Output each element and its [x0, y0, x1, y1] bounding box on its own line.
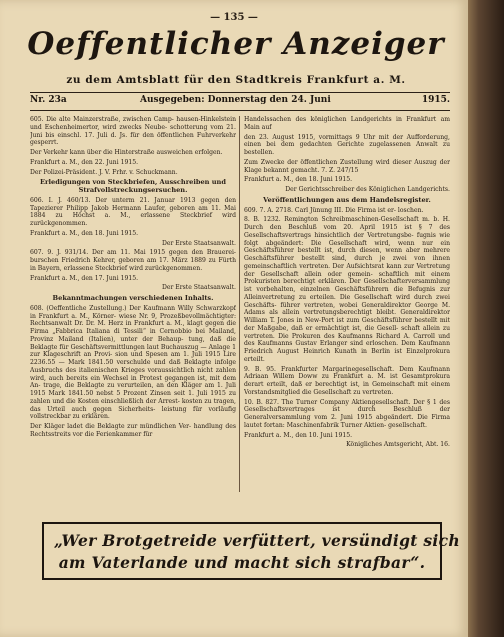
book-edge — [468, 0, 504, 637]
notice-paragraph: Der Kläger ladet die Beklagte zur mündlichen Ver- handlung des Rechtsstreits vor die Ferienkammer für — [30, 423, 236, 438]
slogan-line-1: „Wer Brotgetreide verfüttert, versündigt sich — [54, 531, 460, 550]
notice-paragraph: Frankfurt a. M., den 22. Juni 1915. — [30, 158, 139, 166]
notice-paragraph: Frankfurt a. M., den 18. Juni 1915. — [30, 229, 139, 237]
notice-paragraph: Der Polizei-Präsident. J. V. Frhr. v. Schuckmann. — [30, 168, 178, 176]
notice-paragraph: Der Erste Staatsanwalt. — [161, 239, 236, 247]
issue-line — [30, 95, 450, 109]
section-heading: Erledigungen von Steckbriefen, Ausschreiben und Strafvollstreckungsersuchen. — [40, 178, 226, 194]
notice-paragraph: 8. B. 1232. Remington Schreibmaschinen-Gesellschaft m. b. H. Durch den Beschluß vom 20. April 1915 ist § 7 des Gesellschaftsvertrags hinsichtlich der Vertretungsbe- fugnis wie folgt abgeändert: Die Gesellschaft wird, wenn nur ein Geschäftsführer bestellt ist, durch diesen, wenn aber mehrere Geschäftsführer bestellt sind, durch je zwei von ihnen gemeinschaftlich vertreten. Der Aufsichtsrat kann zur Vertretung der Gesellschaft allein oder gemein- schaftlich mit einem Prokuristen berechtigt erklären. Der Gesellschafterversammlung ist vorbehalten, einzelnen Geschäftsführern die Befugnis zur Alleinvertretung zu erteilen. Die Gesellschaft wird durch zwei Geschäfts- führer vertreten, wobei Generaldirektor George M. Adams als allein vertretungsberechtigt bleibt. Generaldirektor William T. Jones in New-Port ist zum Geschäftsführer bestellt mit der Maßgabe, daß er ermächtigt ist, die Gesell- schaft allein zu vertreten. Die Prokuren des Kaufmanns Richard A. Carroll und des Kaufmanns Gustav Erlanger sind erloschen. Dem Kaufmann Friedrich August Heinrich Kunath in Berlin ist Einzelprokura erteilt. — [244, 216, 450, 363]
notice-paragraph: 607. 9. J. 931/14. Der am 11. Mai 1915 gegen den Brauerei- burschen Friedrich Kehrer, geboren am 17. März 1889 zu Fürth in Bayern, erlassene Steckbrief wird zurückgenommen. — [30, 249, 236, 272]
notice-paragraph: Der Erste Staatsanwalt. — [161, 284, 236, 292]
notice-paragraph: Frankfurt a. M., den 17. Juni 1915. — [30, 274, 139, 282]
notice-paragraph: 605. Die alte Mainzerstraße, zwischen Camp- hausen-Hinkelstein und Eschenheimertor, wird zwecks Neube- schotterung vom 21. Juni bis einschl. 17. Juli d. Js. für den öffentlichen Fuhrverkehr gesperrt. — [30, 116, 236, 147]
slogan-box — [42, 522, 460, 580]
notice-paragraph: Handelssachen des königlichen Landgerichts in Frankfurt am Main auf — [244, 116, 450, 131]
section-heading: Bekanntmachungen verschiedenen Inhalts. — [52, 294, 214, 302]
page-number: — 135 — — [210, 12, 258, 23]
issue-year: 1915. — [421, 95, 450, 105]
notice-paragraph: 608. (Oeffentliche Zustellung.) Der Kaufmann Willy Schwarzkopf in Frankfurt a. M., Körner- wiese Nr. 9, Prozeßbevollmächtigter: Rechtsanwalt Dr. Dr. M. Herz in Frankfurt a. M., klagt gegen die Firma „Fabbrica Italiana di Tessili“ in Cernobbio bei Mailand, Provinz Mailand (Italien), unter der Behaup- tung, daß die Beklagte für Geschäftsvermittlungen laut Buchauszug — Anlage 1 zur Klageschrift an Provi- sion und Spesen am 1. Juli 1915 Lire 2236.55 — Mark 1841.50 verschulde und daß Beklagte infolge Ausbruchs des italienischen Krieges voraussichtlich nicht zahlen wird, auch bereits ein Wechsel in Protest gegangen ist, mit dem An- trage, die Beklagte zu verurteilen, an den Kläger am 1. Juli 1915 Mark 1841.50 nebst 5 Prozent Zinsen seit 1. Juli 1915 zu zahlen und die Kosten einschließlich der Arrest- kosten zu tragen, das Urteil auch gegen Sicherheits- leistung für vorläufig vollstreckbar zu erklären. — [30, 304, 236, 421]
notice-paragraph: Frankfurt a. M., den 10. Juni 1915. — [244, 431, 353, 439]
notice-paragraph: 609. 7. A. 2718. Carl Jünung III. Die Firma ist er- loschen. — [244, 206, 424, 214]
slogan-line-2: am Vaterlande und macht sich strafbar“. — [58, 553, 426, 572]
notice-paragraph: 10. B. 827. The Turner Company Aktiengesellschaft. Der § 1 des Gesellschaftsvertrages ist durch Beschluß der Generalversammlung vom 2. Juni 1915 abgeändert. Die Firma lautet fortan: Maschinenfabrik Turner Aktien- gesellschaft. — [244, 398, 450, 429]
section-heading: Veröffentlichungen aus dem Handelsregister. — [263, 195, 431, 204]
notice-paragraph: Frankfurt a. M., den 18. Juni 1915. — [244, 176, 353, 184]
notice-paragraph: Zum Zwecke der öffentlichen Zustellung wird dieser Auszug der Klage bekannt gemacht. 7. Z. 247/15 — [244, 158, 450, 174]
left-column — [30, 116, 236, 496]
header-rule-top — [30, 92, 450, 93]
header-rule-bottom — [30, 110, 450, 111]
right-column — [244, 116, 450, 496]
masthead-subtitle: zu dem Amtsblatt für den Stadtkreis Frankfurt a. M. — [66, 74, 406, 86]
notice-paragraph: Der Gerichtsschreiber des Königlichen Landgerichts. — [285, 186, 450, 193]
notice-paragraph: Der Verkehr kann über die Hinterstraße ausweichen erfolgen. — [30, 149, 223, 156]
issue-date: Ausgegeben: Donnerstag den 24. Juni — [140, 95, 331, 105]
column-divider — [239, 116, 240, 492]
issue-number: Nr. 23a — [30, 95, 67, 105]
notice-paragraph: Königliches Amtsgericht, Abt. 16. — [346, 441, 450, 449]
notice-paragraph: 9. B. 95. Frankfurter Margarinegesellschaft. Dem Kaufmann Adriaan Willem Doww zu Frankfurt a. M. ist Gesamtprokura derart erteilt, daß er berechtigt ist, in Gemeinschaft mit einem Vorstandsmitglied die Gesellschaft zu vertreten. — [244, 365, 450, 396]
notice-paragraph: den 23. August 1915, vormittags 9 Uhr mit der Aufforderung, einen bei dem gedachten Gerichte zugelassenen Anwalt zu bestellen. — [244, 133, 450, 156]
notice-paragraph: 606. I. J. 460/13. Der unterm 21. Januar 1913 gegen den Tapezierer Philipp Jakob Hermann Laufer, geboren am 11. Mai 1884 zu Höchst a. M., erlassene Steckbrief wird zurückgenommen. — [30, 196, 236, 227]
masthead-title: Oeffentlicher Anzeiger — [27, 26, 445, 62]
